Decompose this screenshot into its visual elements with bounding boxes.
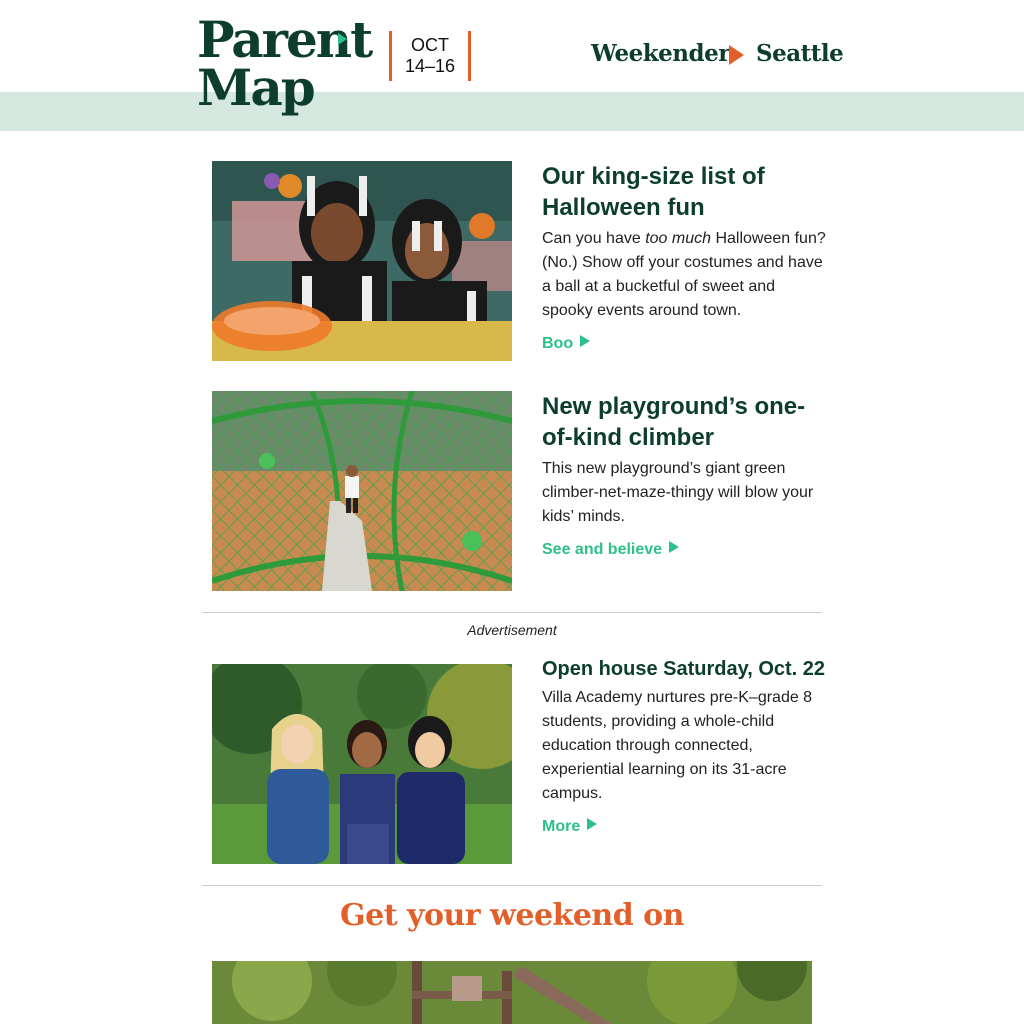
- newsletter-name: [591, 38, 844, 72]
- header-band: [0, 92, 1024, 131]
- halloween-photo[interactable]: [212, 161, 512, 361]
- article-body: Can you have too much Halloween fun? (No.) Show off your costumes and have a ball at a bucketful of sweet and spooky events around town.: [542, 230, 826, 319]
- boo-link[interactable]: Boo: [542, 335, 590, 353]
- article-content: [542, 391, 827, 559]
- article-headline[interactable]: New playground’s one-of-kind climber: [542, 393, 806, 451]
- article-body: This new playground’s giant green climber-net-maze-thingy will blow your kids’ minds.: [542, 460, 814, 525]
- arrow-right-icon: [580, 335, 590, 347]
- issue-month: OCT: [411, 35, 449, 55]
- section-title: Get your weekend on: [340, 898, 684, 933]
- issue-date: [389, 31, 471, 81]
- arrow-right-icon: [587, 818, 597, 830]
- logo-arrow-icon: [338, 33, 347, 45]
- newsletter-title: Weekender: [591, 40, 730, 67]
- emphasis: too much: [645, 230, 711, 247]
- ad-content: [542, 656, 827, 836]
- divider: [202, 612, 822, 613]
- issue-days: 14–16: [404, 56, 456, 76]
- play-arrow-icon: [729, 45, 744, 65]
- ad-body: Villa Academy nurtures pre-K–grade 8 students, providing a whole-child education through connected, experiential learning on its 31-acre campus.: [542, 689, 813, 802]
- logo-line-2: Map: [197, 58, 314, 117]
- divider: [202, 885, 822, 886]
- climber-photo[interactable]: [212, 391, 512, 591]
- students-photo[interactable]: [212, 664, 512, 864]
- playground-trees-photo[interactable]: [212, 961, 812, 1024]
- more-link[interactable]: More: [542, 818, 597, 836]
- logo-line-1: Parent: [197, 10, 372, 69]
- article-content: [542, 161, 827, 353]
- advertisement-label: Advertisement: [467, 622, 557, 638]
- arrow-right-icon: [669, 541, 679, 553]
- article-headline[interactable]: Our king-size list of Halloween fun: [542, 163, 765, 221]
- see-and-believe-link[interactable]: See and believe: [542, 541, 679, 559]
- parentmap-logo[interactable]: [197, 10, 372, 117]
- ad-headline[interactable]: Open house Saturday, Oct. 22: [542, 658, 826, 680]
- newsletter-city: Seattle: [756, 40, 844, 67]
